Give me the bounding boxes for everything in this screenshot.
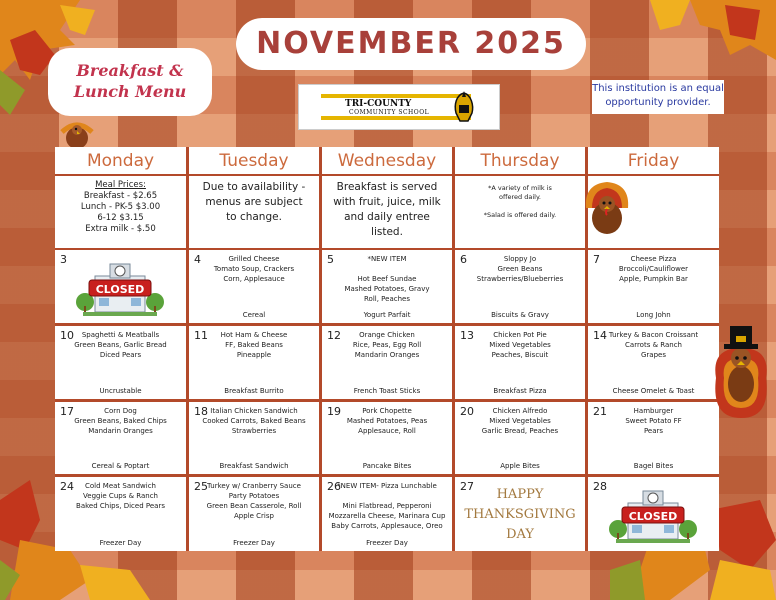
day-number: 24: [60, 480, 74, 493]
day-cell-6: [455, 250, 585, 323]
logo-bar-top: [321, 94, 471, 98]
day-cell-13: [455, 326, 585, 399]
day-number: 4: [194, 253, 201, 266]
menu-items: Turkey & Bacon Croissant Carrots & Ranch Grapes: [608, 331, 699, 359]
day-cell-17: [55, 402, 186, 474]
breakfast-item: Cereal & Poptart: [91, 462, 150, 470]
day-cell-14: [588, 326, 719, 399]
thanksgiving-line-1: HAPPY: [496, 487, 544, 502]
school-logo: [298, 84, 500, 130]
happy-thanksgiving: [463, 485, 577, 545]
day-number: 11: [194, 329, 208, 342]
menu-items: Hamburger Sweet Potato FF Pears: [625, 407, 682, 435]
logo-subtitle: COMMUNITY SCHOOL: [349, 109, 430, 116]
day-header-monday: Monday: [55, 147, 186, 174]
menu-items: Sloppy Jo Green Beans Strawberries/Blueberries: [476, 255, 564, 283]
breakfast-item: Freezer Day: [366, 539, 408, 547]
day-number: 3: [60, 253, 67, 266]
breakfast-item: Breakfast Sandwich: [219, 462, 289, 470]
menu-items: Cheese Pizza Broccoli/Cauliflower Apple, Pumpkin Bar: [618, 255, 689, 283]
meal-prices-title: Meal Prices:: [95, 180, 146, 190]
day-number: 14: [593, 329, 607, 342]
breakfast-item: Biscuits & Gravy: [491, 311, 549, 319]
turkey-icon: [580, 178, 634, 242]
day-cell-10: [55, 326, 186, 399]
day-number: 6: [460, 253, 467, 266]
breakfast-item: Breakfast Burrito: [224, 387, 284, 395]
menu-badge: [48, 48, 212, 116]
availability-note-cell: [189, 176, 319, 248]
day-cell-11: [189, 326, 319, 399]
day-number: 18: [194, 405, 208, 418]
thanksgiving-line-3: DAY: [506, 527, 534, 542]
day-cell-21: [588, 402, 719, 474]
day-number: 17: [60, 405, 74, 418]
logo-bar-bottom: [321, 116, 471, 120]
day-number: 5: [327, 253, 334, 266]
day-number: 19: [327, 405, 341, 418]
breakfast-item: Long John: [636, 311, 671, 319]
day-header-wednesday: Wednesday: [322, 147, 452, 174]
menu-items: Spaghetti & Meatballs Green Beans, Garlic Bread Diced Pears: [74, 331, 167, 359]
breakfast-note-cell: [322, 176, 452, 248]
menu-items: Pork Chopette Mashed Potatoes, Peas Applesauce, Roll: [346, 407, 428, 435]
day-number: 13: [460, 329, 474, 342]
breakfast-item: Cereal: [242, 311, 266, 319]
breakfast-item: Bagel Bites: [633, 462, 674, 470]
pilgrim-turkey-icon: [706, 318, 776, 428]
day-cell-5: [322, 250, 452, 323]
breakfast-item: Freezer Day: [99, 539, 142, 547]
day-cell-20: [455, 402, 585, 474]
breakfast-item: Pancake Bites: [362, 462, 412, 470]
day-header-thursday: Thursday: [455, 147, 585, 174]
day-number: 27: [460, 480, 474, 493]
breakfast-item: Freezer Day: [233, 539, 275, 547]
autumn-leaves-top-right: [630, 0, 776, 70]
day-number: 26: [327, 480, 341, 493]
milk-salad-note: *A variety of milk is offered daily. *Salad is offered daily.: [483, 184, 557, 219]
breakfast-item: Breakfast Pizza: [493, 387, 547, 395]
meal-prices: Breakfast - $2.65 Lunch - PK-5 $3.00 6-12 $3.15 Extra milk - $.50: [80, 191, 161, 234]
milk-salad-note-cell: [455, 176, 585, 248]
breakfast-item: Uncrustable: [99, 387, 142, 395]
menu-items: *NEW ITEM Hot Beef Sundae Mashed Potatoes, Gravy Roll, Peaches: [344, 255, 430, 303]
thanksgiving-line-2: THANKSGIVING: [464, 507, 576, 522]
day-cell-7: [588, 250, 719, 323]
day-cell-3: [55, 250, 186, 323]
menu-items: Hot Ham & Cheese FF, Baked Beans Pineapple: [220, 331, 288, 359]
meal-prices-cell: [55, 176, 186, 248]
menu-items: Chicken Pot Pie Mixed Vegetables Peaches, Biscuit: [489, 331, 551, 359]
menu-items: Corn Dog Green Beans, Baked Chips Mandarin Oranges: [74, 407, 167, 435]
day-number: 10: [60, 329, 74, 342]
equal-opportunity-note: This institution is an equal opportunity provider.: [592, 80, 724, 114]
menu-items: Orange Chicken Rice, Peas, Egg Roll Mandarin Oranges: [352, 331, 422, 359]
day-cell-19: [322, 402, 452, 474]
turkey-icon: [56, 118, 98, 150]
day-number: 7: [593, 253, 600, 266]
day-header-tuesday: Tuesday: [189, 147, 319, 174]
breakfast-item: Cheese Omelet & Toast: [612, 387, 695, 395]
breakfast-item: Yogurt Parfait: [363, 311, 411, 319]
day-cell-25: [189, 477, 319, 551]
menu-items: Grilled Cheese Tomato Soup, Crackers Corn, Applesauce: [213, 255, 295, 283]
menu-badge-line1: Breakfast &: [76, 61, 184, 80]
closed-label: CLOSED: [95, 283, 145, 296]
trojan-helmet-icon: [451, 91, 477, 125]
day-number: 25: [194, 480, 208, 493]
page-title: NOVEMBER 2025: [236, 18, 586, 70]
breakfast-item: Apple Bites: [500, 462, 540, 470]
menu-items: Turkey w/ Cranberry Sauce Party Potatoes Green Bean Casserole, Roll Apple Crisp: [206, 482, 302, 520]
availability-note: Due to availability - menus are subject to change.: [202, 181, 306, 223]
day-number: 20: [460, 405, 474, 418]
menu-items: Chicken Alfredo Mixed Vegetables Garlic Bread, Peaches: [481, 407, 559, 435]
breakfast-note: Breakfast is served with fruit, juice, milk and daily entree listed.: [333, 181, 441, 238]
day-cell-4: [189, 250, 319, 323]
day-number: 21: [593, 405, 607, 418]
logo-name: TRI-COUNTY: [345, 99, 412, 109]
day-cell-27: [455, 477, 585, 551]
day-header-friday: Friday: [588, 147, 719, 174]
day-number: 28: [593, 480, 607, 493]
day-cell-26: [322, 477, 452, 551]
menu-items: *NEW ITEM- Pizza Lunchable Mini Flatbread, Pepperoni Mozzarella Cheese, Marinara Cup Baby Carrots, Applesauce, Oreo: [328, 482, 446, 530]
day-cell-24: [55, 477, 186, 551]
day-cell-12: [322, 326, 452, 399]
menu-items: Cold Meat Sandwich Veggie Cups & Ranch Baked Chips, Diced Pears: [76, 482, 165, 510]
menu-items: Italian Chicken Sandwich Cooked Carrots, Baked Beans Strawberries: [202, 407, 306, 435]
closed-label: CLOSED: [628, 510, 678, 523]
day-cell-18: [189, 402, 319, 474]
breakfast-item: French Toast Sticks: [353, 387, 421, 395]
menu-badge-line2: Lunch Menu: [73, 82, 187, 101]
day-cell-28: [588, 477, 719, 551]
day-number: 12: [327, 329, 341, 342]
